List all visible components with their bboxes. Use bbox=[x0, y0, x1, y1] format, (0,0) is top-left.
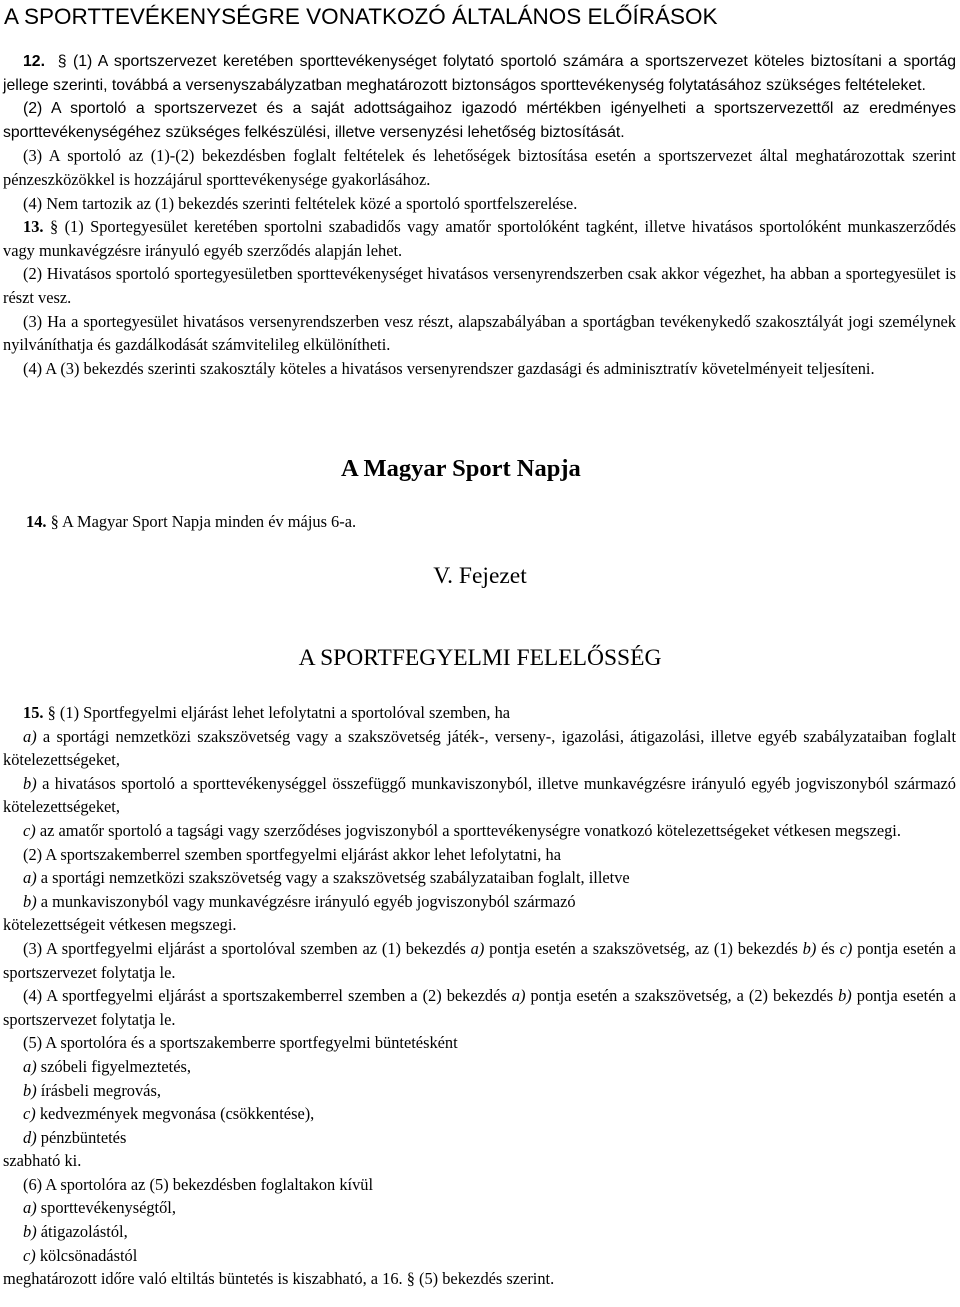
paragraph-15-2: (2) A sportszakemberrel szemben sportfegyelmi eljárást akkor lehet lefolytatni, ha bbox=[23, 844, 561, 864]
paragraph-14: 14. § A Magyar Sport Napja minden év május 6-a. bbox=[26, 512, 357, 531]
paragraph-15-5: (5) A sportolóra és a sportszakemberre sportfegyelmi büntetésként bbox=[23, 1033, 458, 1053]
section-number: 15. bbox=[23, 703, 44, 722]
item-c: c) az amatőr sportoló a tagsági vagy szerződéses jogviszonyból a sporttevékenységre vonatkozó kötelezettségeket vétkesen megszegi. bbox=[23, 820, 901, 840]
penalty-b: b) írásbeli megrovás, bbox=[23, 1080, 161, 1100]
paragraph-15-6: (6) A sportolóra az (5) bekezdésben foglaltakon kívül bbox=[23, 1174, 374, 1194]
section-number: 13. bbox=[23, 217, 44, 237]
section-sign: § bbox=[49, 217, 59, 237]
item-2b: b) a munkaviszonyból vagy munkavégzésre irányuló egyéb jogviszonyból származó kötelezettségeit vétkesen megszegi. bbox=[3, 891, 576, 935]
lower-block bbox=[0, 701, 960, 1291]
paragraph-12-3: (3) A sportoló az (1)-(2) bekezdésben foglalt feltételek és lehetőségek biztosítása esetén a sportszervezet által meghatározottak szerint pénzeszközökkel is hozzájárul sporttevékenysége gyakorlásához. bbox=[3, 146, 956, 189]
penalty-a: a) szóbeli figyelmeztetés, bbox=[23, 1056, 191, 1076]
section-sign: § bbox=[57, 53, 67, 70]
section-heading: A SPORTTEVÉKENYSÉGRE VONATKOZÓ ÁLTALÁNOS ELŐÍRÁSOK bbox=[4, 4, 718, 29]
exclusion-a: a) sporttevékenységtől, bbox=[23, 1198, 176, 1218]
paragraph-13-2: (2) Hivatásos sportoló sportegyesületben sporttevékenységet hivatásos versenyrendszerben csak akkor végezhet, ha abban a sportegyesület is részt vesz. bbox=[3, 264, 956, 307]
chapter-number: V. Fejezet bbox=[433, 563, 527, 589]
exclusion-c: c) kölcsönadástól bbox=[23, 1245, 138, 1265]
item-a: a) a sportági nemzetközi szakszövetség vagy a szakszövetség játék-, verseny-, igazolási, átigazolási, illetve egyéb szabályzataiban foglalt kötelezettségeket, bbox=[3, 726, 956, 770]
paragraph-13-1: 13. § (1) Sportegyesület keretében sportolni szabadidős vagy amatőr sportolóként tagként, illetve hivatásos sportolóként munkaszerződés vagy munkavégzésre irányuló egyéb szerződés alapján lehet. bbox=[3, 217, 956, 260]
penalty-tail: szabható ki. bbox=[3, 1151, 82, 1171]
paragraph-15-1: 15. § (1) Sportfegyelmi eljárást lehet lefolytatni a sportolóval szemben, ha bbox=[23, 703, 511, 722]
paragraph-12-2: (2) A sportoló a sportszervezet és a saját adottságaihoz igazodó mértékben igényelheti a sportszervezettől az eredményes sporttevékenységéhez szükséges felkészülési, illetve versenyzési lehetőség biztosítását. bbox=[3, 100, 956, 141]
paragraph-13-3: (3) Ha a sportegyesület hivatásos versenyrendszerben vesz részt, alapszabályában a sportágban tevékenykedő szakosztályát jogi személynek nyilváníthatja és gazdálkodását számvitelileg elkülönítheti. bbox=[3, 311, 956, 355]
exclusion-tail: meghatározott időre való eltiltás büntetés is kiszabható, a 16. § (5) bekezdés szerint. bbox=[3, 1269, 555, 1289]
section-sign: § bbox=[47, 703, 56, 722]
paragraph-12-4: (4) Nem tartozik az (1) bekezdés szerinti feltételek közé a sportoló sportfelszerelése. bbox=[23, 193, 578, 213]
chapter-title: A SPORTFEGYELMI FELELŐSSÉG bbox=[298, 645, 662, 671]
paragraph-15-4: (4) A sportfegyelmi eljárást a sportszakemberrel szemben a (2) bekezdés a) pontja esetén a szakszövetség, a (2) bekezdés b) pontja esetén a sportszervezet folytatja le. bbox=[3, 986, 956, 1029]
upper-block bbox=[0, 50, 960, 380]
section-sign: § bbox=[50, 512, 59, 531]
section-number: 12. bbox=[23, 53, 45, 70]
paragraph-15-3: (3) A sportfegyelmi eljárást a sportolóval szemben az (1) bekezdés a) pontja esetén a szakszövetség, az (1) bekezdés b) és c) pontja esetén a sportszervezet folytatja le. bbox=[3, 938, 956, 982]
penalty-c: c) kedvezmények megvonása (csökkentése), bbox=[23, 1104, 315, 1124]
item-2a: a) a sportági nemzetközi szakszövetség vagy a szakszövetség szabályzataiban foglalt, illetve bbox=[23, 868, 630, 888]
item-b: b) a hivatásos sportoló a sporttevékenységgel összefüggő munkaviszonyból, illetve munkavégzésre irányuló egyéb jogviszonyból származó kötelezettségeket, bbox=[3, 773, 956, 817]
exclusion-b: b) átigazolástól, bbox=[23, 1222, 128, 1242]
section-number: 14. bbox=[26, 512, 47, 531]
paragraph-13-4: (4) A (3) bekezdés szerinti szakosztály köteles a hivatásos versenyrendszer gazdasági és adminisztratív követelményeit teljesíteni. bbox=[23, 358, 875, 378]
subtitle-sport-day: A Magyar Sport Napja bbox=[341, 455, 581, 482]
penalty-d: d) pénzbüntetés bbox=[23, 1127, 127, 1147]
paragraph-12-1: 12. § (1) A sportszervezet keretében sporttevékenységet folytató sportoló számára a sportszervezet köteles biztosítani a sportág jellege szerinti, továbbá a versenyszabályzatban meghatározott biztonságos sporttevékenység folytatásához szükséges feltételeket. bbox=[3, 53, 957, 94]
